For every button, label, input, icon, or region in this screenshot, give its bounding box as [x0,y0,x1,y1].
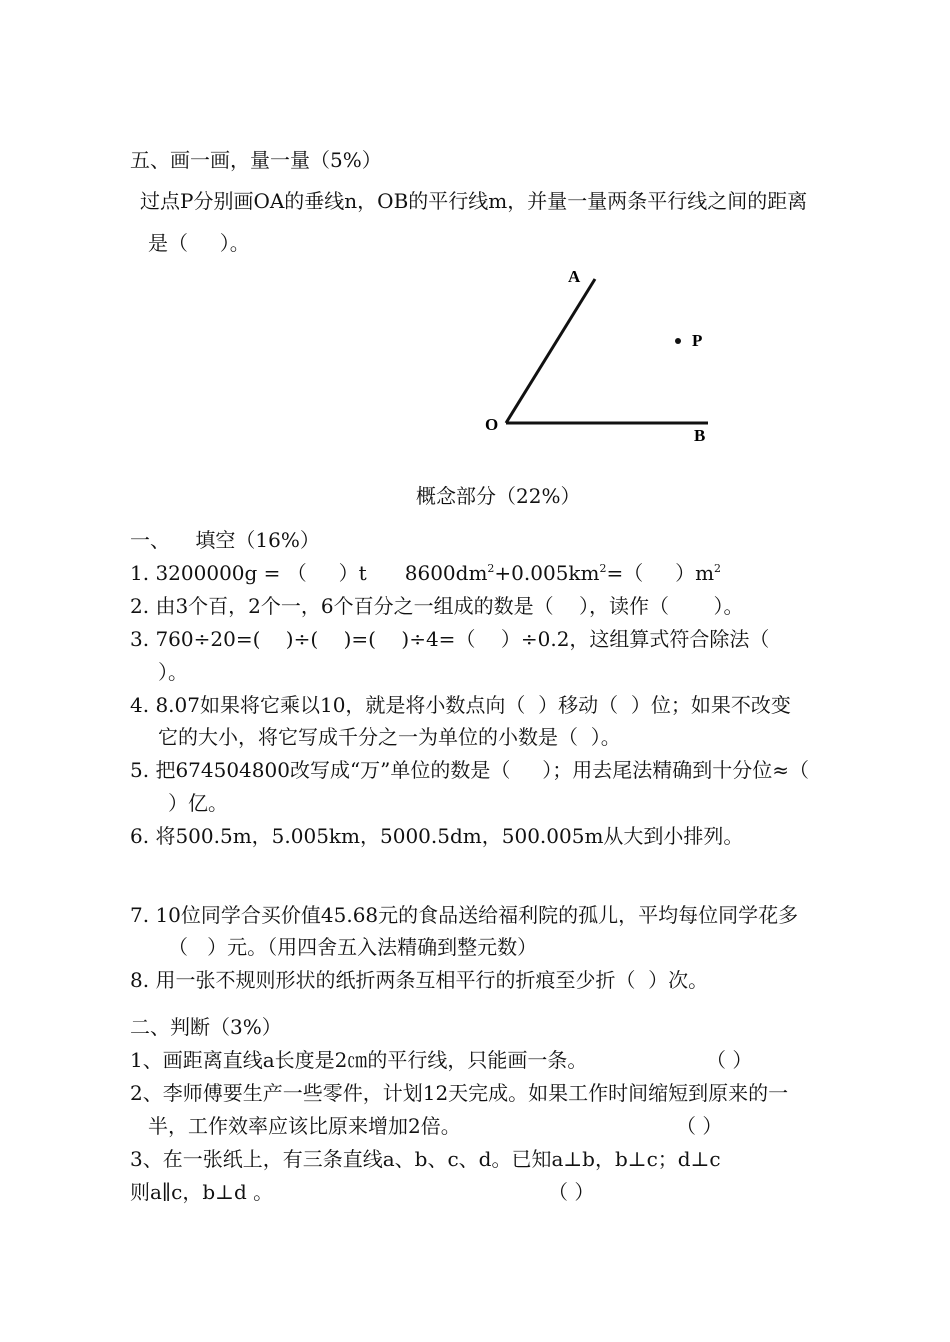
angle-figure-svg [470,260,730,460]
fill-q1-part-a: 1. 3200000g = （ ）t 8600dm [130,561,488,585]
judge-q2-line2: 半，工作效率应该比原来增加2倍。 [148,1114,461,1138]
label-o: O [485,415,499,434]
concept-title: 概念部分（22%） [416,484,581,508]
label-a: A [568,267,581,286]
fill-q1-part-c: =（ ）m [606,561,715,585]
fill-q1-sup-dm: 2 [487,562,495,575]
judge-q1: 1、画距离直线a长度是2㎝的平行线，只能画一条。 [130,1048,588,1072]
label-b: B [694,426,706,445]
fill-q1 [130,560,721,586]
judge-q1-answer: （ ） [706,1048,753,1072]
fill-q5-line2: ）亿。 [168,791,228,815]
judge-q2-answer: （ ） [676,1114,723,1138]
fill-q2: 2. 由3个百，2个一，6个百分之一组成的数是（ ），读作（ ）。 [130,594,744,618]
section5-instruction-line2: 是（ ）。 [148,231,250,255]
judge-heading: 二、判断（3%） [130,1015,282,1039]
fill-q5-line1: 5. 把674504800改写成“万”单位的数是（ ）；用去尾法精确到十分位≈（ [130,758,809,782]
fill-q1-sup-km: 2 [599,562,607,575]
fill-q7-line2: （ ）元。（用四舍五入法精确到整元数） [168,935,538,959]
judge-q3-line1: 3、在一张纸上，有三条直线a、b、c、d。已知a⊥b，b⊥c；d⊥c [130,1147,721,1171]
fill-q6: 6. 将500.5m，5.005km，5000.5dm，500.005m从大到小排列。 [130,824,744,848]
fill-q1-sup-m: 2 [714,562,722,575]
point-p-dot [675,338,681,344]
fill-q4-line2: 它的大小，将它写成千分之一为单位的小数是（ ）。 [158,725,621,749]
fill-q1-part-b: +0.005km [494,561,600,585]
angle-figure [470,260,730,460]
section5-heading: 五、画一画，量一量（5%） [130,148,382,172]
ray-oa [506,279,595,423]
judge-q3-answer: （ ） [548,1180,595,1204]
fill-q4-line1: 4. 8.07如果将它乘以10，就是将小数点向（ ）移动（ ）位；如果不改变 [130,693,791,717]
fill-q7-line1: 7. 10位同学合买价值45.68元的食品送给福利院的孤儿，平均每位同学花多 [130,903,799,927]
section5-instruction-line1: 过点P分别画OA的垂线n，OB的平行线m，并量一量两条平行线之间的距离 [140,189,808,213]
label-p: P [692,331,703,350]
fill-q8: 8. 用一张不规则形状的纸折两条互相平行的折痕至少折（ ）次。 [130,968,709,992]
judge-q2-line1: 2、李师傅要生产一些零件，计划12天完成。如果工作时间缩短到原来的一 [130,1081,789,1105]
fill-q3-line1: 3. 760÷20=( )÷( )=( )÷4=（ ）÷0.2，这组算式符合除法（ [130,627,770,651]
fill-heading: 一、 填空（16%） [130,528,320,552]
fill-q3-line2: ）。 [158,660,188,684]
judge-q3-line2: 则a∥c，b⊥d 。 [130,1180,274,1204]
